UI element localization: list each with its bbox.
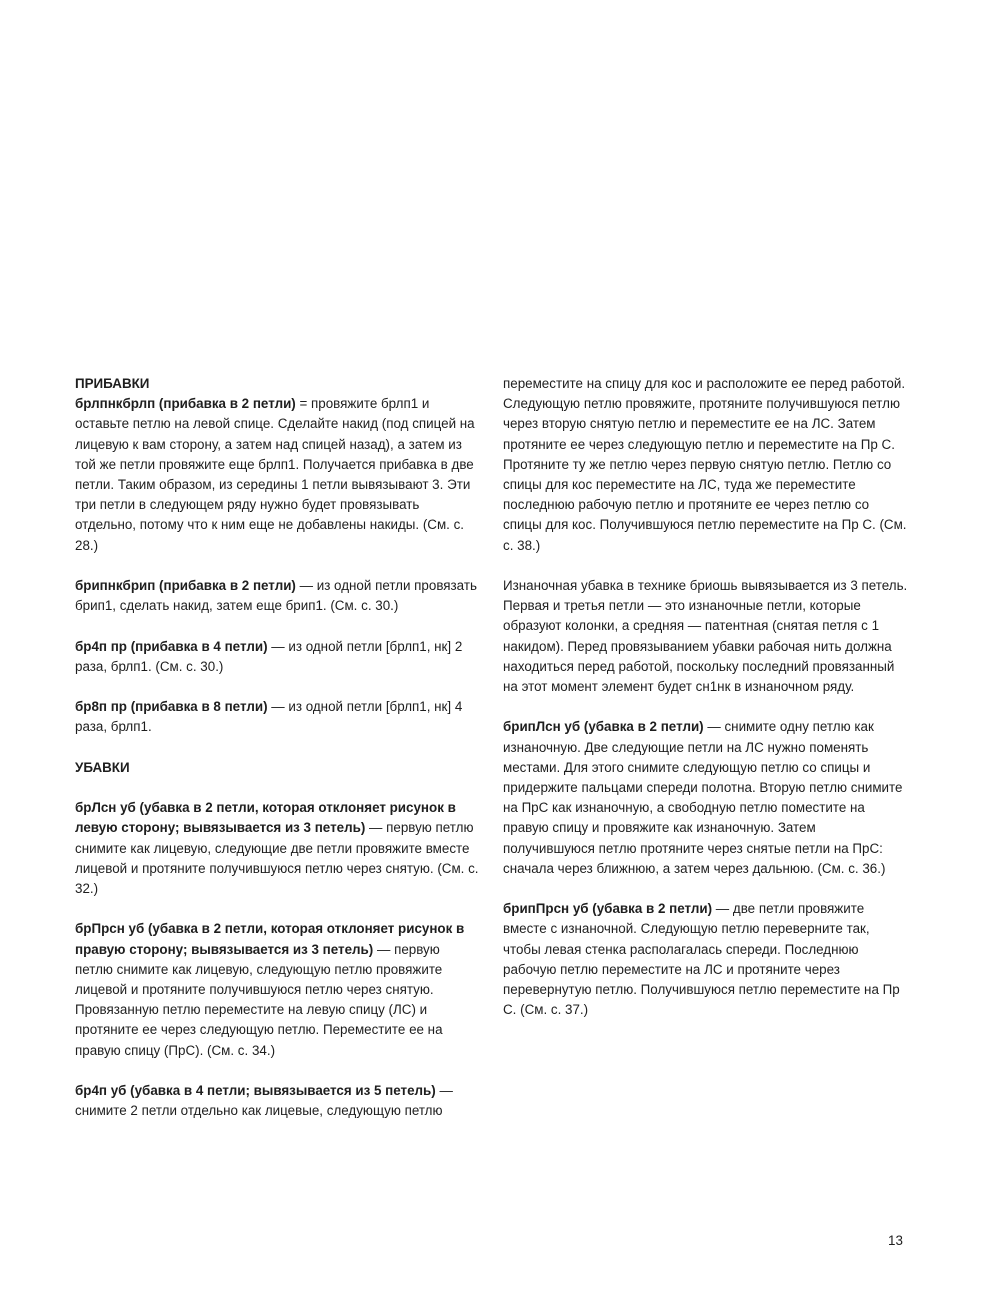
term: брлпнкбрлп (прибавка в 2 петли) (75, 396, 296, 412)
right-column (503, 374, 908, 1041)
definition: — снимите одну петлю как изнаночную. Две следующие петли на ЛС нужно поменять местами. Для этого снимите следующую петлю со спицы и придержите пальцами спереди полотна. Вторую петлю снимите на ПрС как изнаночную, а свободную петлю поместите на правую спицу и провяжите как изнаночную. Затем получившуюся петлю протяните через снятые петли на ПрС: сначала через ближнюю, а затем через дальнюю. (См. с. 36.) (503, 719, 903, 876)
definition: — из одной петли провязать брип1, сделать накид, затем еще брип1. (См. с. 30.) (75, 578, 477, 614)
definition: — из одной петли [брлп1, нк] 4 раза, брлп1. (75, 699, 463, 735)
definition: — две петли провяжите вместе с изнаночной. Следующую петлю переверните так, чтобы левая стенка располагалась спереди. Последнюю рабочую петлю переместите на ЛС и протяните через перевернутую петлю. Получившуюся петлю переместите на Пр С. (См. с. 37.) (503, 901, 900, 1018)
definition: — из одной петли [брлп1, нк] 2 раза, брлп1. (См. с. 30.) (75, 638, 463, 674)
term: брипнкбрип (прибавка в 2 петли) (75, 578, 296, 594)
term: бр4п уб (убавка в 4 петли; вывязывается из 5 петель) (75, 1083, 436, 1098)
paragraph-br4p-ub (75, 1081, 480, 1121)
definition: = провяжите брлп1 и оставьте петлю на левой спице. Сделайте накид (под спицей на лицевую к вам сторону, а затем над спицей назад), а затем из той же петли провяжите еще брлп1. Получается прибавка в две петли. Таким образом, из середины 1 петли вывязывают 3. Эти три петли в следующем ряду нужно будет провязывать отдельно, потому что к ним еще не добавлены накиды. (См. с. 28.) (75, 396, 475, 553)
left-column (75, 374, 480, 1142)
paragraph-br8p-pr (75, 697, 480, 737)
paragraph-brprsn-ub (75, 919, 480, 1060)
section-title-increases: ПРИБАВКИ (75, 376, 150, 391)
paragraph-bripnkbrip (75, 576, 480, 616)
section-title-decreases: УБАВКИ (75, 759, 130, 775)
term: брЛсн уб (убавка в 2 петли, которая отклоняет рисунок в левую сторону; вывязывается из 3 петель) (75, 800, 456, 836)
term: брПрсн уб (убавка в 2 петли, которая отклоняет рисунок в правую сторону; вывязывается из 3 петель) (75, 921, 465, 957)
paragraph-brlsn-ub (75, 798, 480, 899)
paragraph-purl-decrease-intro: Изнаночная убавка в технике бриошь вывязывается из 3 петель. Первая и третья петли — это изнаночные петли, которые образуют колонки, а средняя — патентная (снятая петля с 1 накидом). Перед провязыванием убавки рабочая нить должна находиться перед работой, поскольку последний провязанный на этот момент элемент будет сн1нк в изнаночном ряду. (503, 578, 908, 695)
paragraph-brip-prsn-ub (503, 899, 908, 1020)
term: брипПрсн уб (убавка в 2 петли) (503, 901, 713, 917)
definition: — первую петлю снимите как лицевую, следующую петлю провяжите лицевой и протяните получившуюся петлю через снятую. Провязанную петлю переместите на левую спицу (ЛС) и протяните ее через следующую петлю. Переместите ее на правую спицу (ПрС). (См. с. 34.) (75, 941, 443, 1058)
page-number: 13 (888, 1233, 903, 1248)
definition: — первую петлю снимите как лицевую, следующие две петли провяжите вместе лицевой и протяните получившуюся петлю через снятую. (См. с. 32.) (75, 820, 479, 896)
paragraph-briplsn-ub (503, 717, 908, 879)
term: брипЛсн уб (убавка в 2 петли) (503, 719, 704, 735)
paragraph-continuation: переместите на спицу для кос и расположите ее перед работой. Следующую петлю провяжите, протяните получившуюся петлю через вторую снятую петлю и переместите ее на ЛС. Затем протяните ее через следующую петлю и переместите на Пр С. Протяните ту же петлю через первую снятую петлю. Петлю со спицы для кос переместите на ЛС, туда же переместите последнюю рабочую петлю и протяните ее через петлю со спицы для кос. Получившуюся петлю переместите на Пр С. (См. с. 38.) (503, 376, 907, 553)
paragraph-br4p-pr (75, 637, 480, 677)
term: бр4п пр (прибавка в 4 петли) (75, 638, 268, 654)
paragraph-brlpnkbrlp (75, 394, 480, 556)
term: бр8п пр (прибавка в 8 петли) (75, 699, 268, 715)
definition: — снимите 2 петли отдельно как лицевые, следующую петлю (75, 1083, 453, 1119)
